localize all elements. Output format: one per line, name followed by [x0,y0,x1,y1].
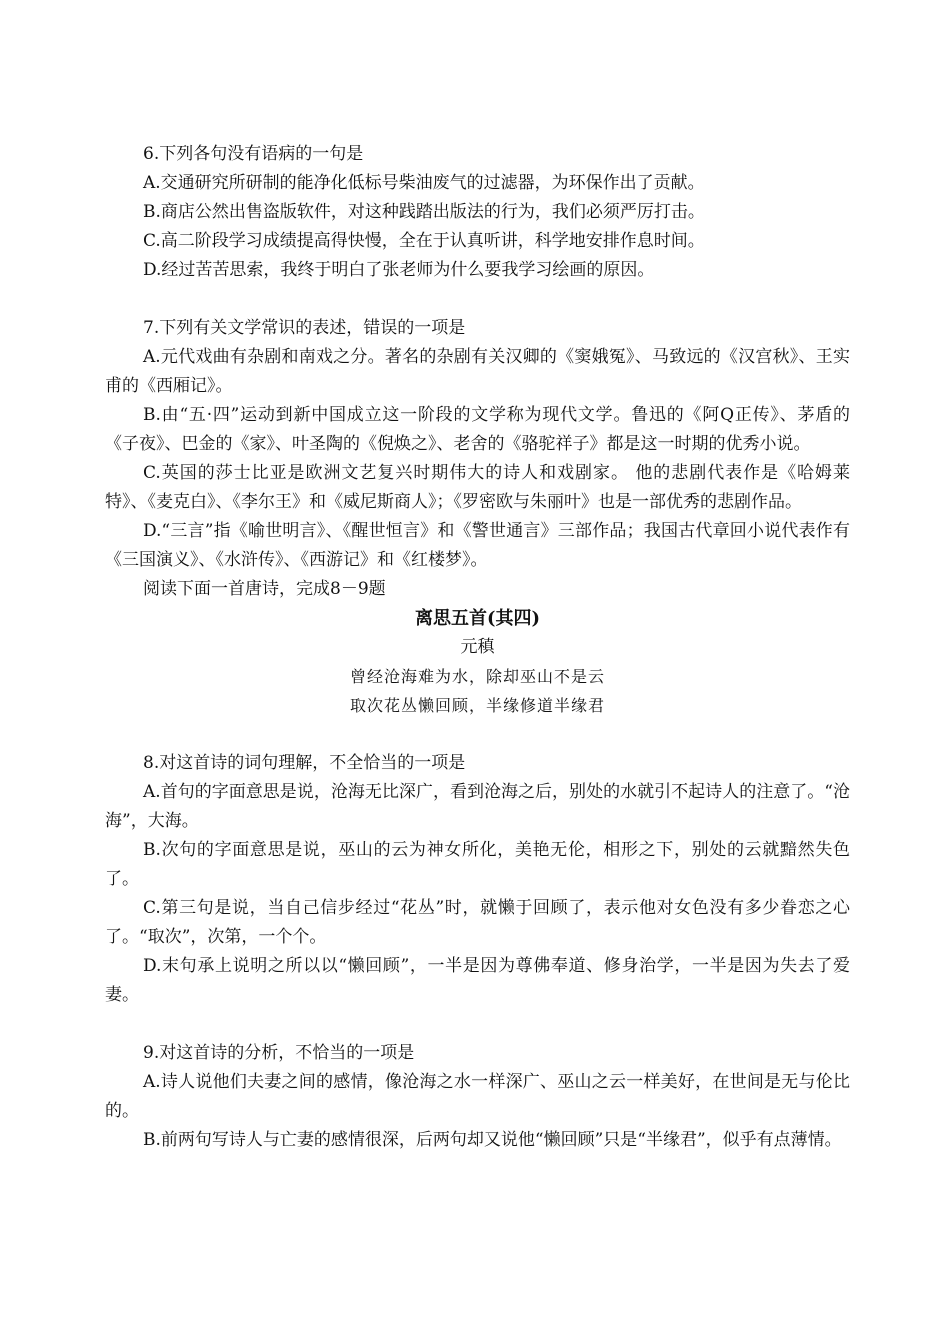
question-7-option-c: C.英国的莎士比亚是欧洲文艺复兴时期伟大的诗人和戏剧家。 他的悲剧代表作是《哈姆莱特》、《麦克白》、《李尔王》和《威尼斯商人》；《罗密欧与朱丽叶》也是一部优秀的悲剧作品。 [105,463,850,512]
question-6-option-c: C.高二阶段学习成绩提高得快慢，全在于认真听讲，科学地安排作息时间。 [143,231,705,251]
question-8-stem: 8.对这首诗的词句理解，不全恰当的一项是 [143,753,466,773]
document-content [105,140,850,1155]
question-6-stem: 6.下列各句没有语病的一句是 [143,144,364,164]
reading-instruction: 阅读下面一首唐诗，完成8－9题 [143,579,386,599]
question-8-option-d: D.末句承上说明之所以以“懒回顾”，一半是因为尊佛奉道、修身治学，一半是因为失去了爱妻。 [105,956,850,1005]
question-7-option-d: D.“三言”指《喻世明言》、《醒世恒言》和《警世通言》三部作品；我国古代章回小说代表作有《三国演义》、《水浒传》、《西游记》和《红楼梦》。 [105,521,850,570]
poem-title: 离思五首(其四) [414,608,541,629]
question-6-option-a: A.交通研究所研制的能净化低标号柴油废气的过滤器，为环保作出了贡献。 [143,173,705,193]
question-7-stem: 7.下列有关文学常识的表述，错误的一项是 [143,318,466,338]
question-9-option-a: A.诗人说他们夫妻之间的感情，像沧海之水一样深广、巫山之云一样美好，在世间是无与伦比的。 [105,1072,850,1121]
paragraph-gap [105,285,850,314]
question-6-option-b: B.商店公然出售盗版软件，对这种践踏出版法的行为，我们必须严厉打击。 [143,202,705,222]
question-7-option-b: B.由“五·四”运动到新中国成立这一阶段的文学称为现代文学。鲁迅的《阿Q正传》、茅盾的《子夜》、巴金的《家》、叶圣陶的《倪焕之》、老舍的《骆驼祥子》都是这一时期的优秀小说。 [105,405,850,454]
question-9-option-b: B.前两句写诗人与亡妻的感情很深，后两句却又说他“懒回顾”只是“半缘君”，似乎有点薄情。 [143,1130,842,1150]
paragraph-gap [105,1010,850,1039]
question-7-option-a: A.元代戏曲有杂剧和南戏之分。著名的杂剧有关汉卿的《窦娥冤》、马致远的《汉宫秋》、王实甫的《西厢记》。 [105,347,850,396]
question-6-option-d: D.经过苦苦思索，我终于明白了张老师为什么要我学习绘画的原因。 [143,260,655,280]
poem-line-1: 曾经沧海难为水，除却巫山不是云 [349,667,605,686]
question-8-option-c: C.第三句是说，当自己信步经过“花丛”时，就懒于回顾了，表示他对女色没有多少眷恋之心了。“取次”，次第，一个个。 [105,898,850,947]
question-8-option-b: B.次句的字面意思是说，巫山的云为神女所化，美艳无伦，相形之下，别处的云就黯然失色了。 [105,840,850,889]
poem-line-2: 取次花丛懒回顾，半缘修道半缘君 [349,696,605,715]
question-9-stem: 9.对这首诗的分析，不恰当的一项是 [143,1043,415,1063]
poem-author: 元稹 [460,637,495,657]
question-8-option-a: A.首句的字面意思是说，沧海无比深广，看到沧海之后，别处的水就引不起诗人的注意了。“沧海”，大海。 [105,782,850,831]
paragraph-gap [105,720,850,749]
